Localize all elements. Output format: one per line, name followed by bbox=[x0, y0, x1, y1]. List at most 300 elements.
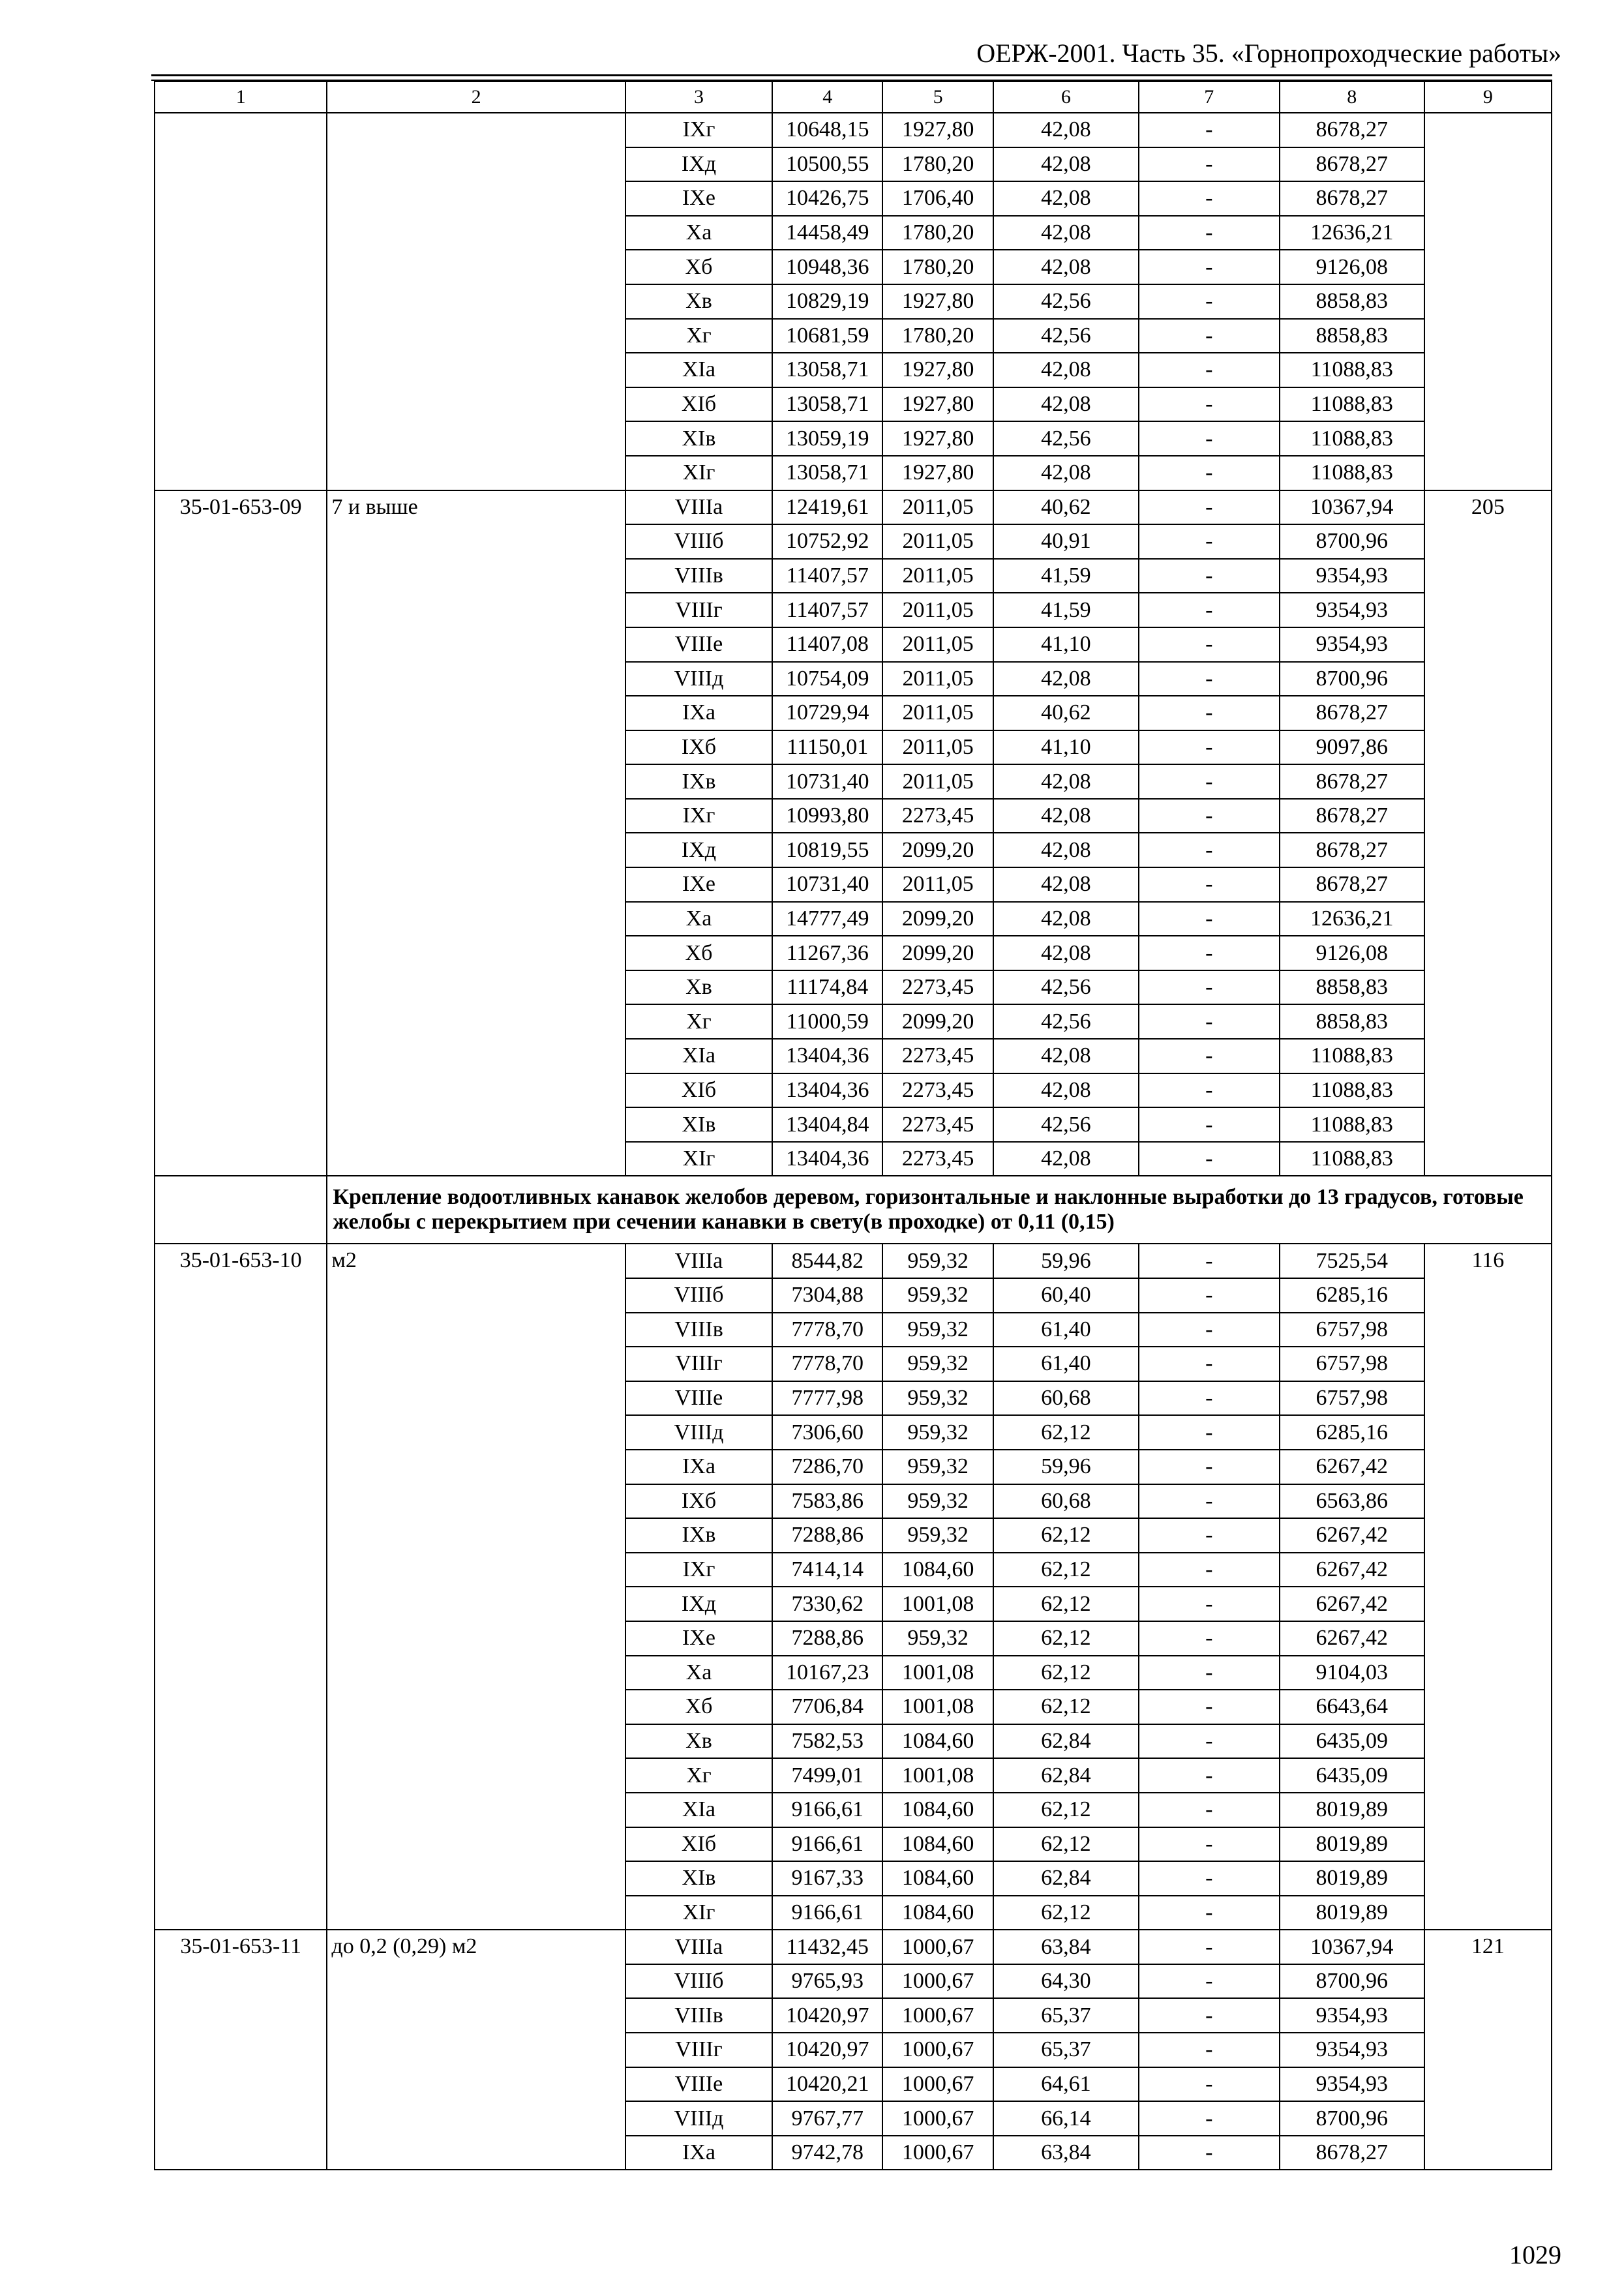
col6-cell: 42,08 bbox=[993, 833, 1139, 867]
col4-cell: 13058,71 bbox=[772, 387, 882, 422]
col8-cell: 6267,42 bbox=[1280, 1553, 1424, 1587]
col4-cell: 11407,57 bbox=[772, 593, 882, 627]
col7-cell: - bbox=[1139, 1656, 1280, 1690]
category-cell: XIб bbox=[625, 387, 772, 422]
category-cell: VIIIб bbox=[625, 524, 772, 559]
category-cell: IXб bbox=[625, 730, 772, 765]
col8-cell: 9104,03 bbox=[1280, 1656, 1424, 1690]
table-row bbox=[155, 1930, 1552, 1964]
col7-cell: - bbox=[1139, 456, 1280, 490]
col7-cell: - bbox=[1139, 1073, 1280, 1108]
rate-description: 7 и выше bbox=[327, 490, 625, 1176]
col8-cell: 6267,42 bbox=[1280, 1450, 1424, 1484]
column-number-cell: 9 bbox=[1424, 82, 1552, 113]
col7-cell: - bbox=[1139, 524, 1280, 559]
col6-cell: 63,84 bbox=[993, 1930, 1139, 1964]
col7-cell: - bbox=[1139, 2136, 1280, 2170]
col7-cell: - bbox=[1139, 490, 1280, 525]
column-number-cell: 8 bbox=[1280, 82, 1424, 113]
category-cell: IXг bbox=[625, 1553, 772, 1587]
col8-cell: 11088,83 bbox=[1280, 1142, 1424, 1176]
col5-cell: 959,32 bbox=[882, 1347, 993, 1381]
col8-cell: 8678,27 bbox=[1280, 113, 1424, 147]
col7-cell: - bbox=[1139, 1381, 1280, 1416]
col5-cell: 1000,67 bbox=[882, 1964, 993, 1999]
col4-cell: 10731,40 bbox=[772, 764, 882, 799]
col4-cell: 10819,55 bbox=[772, 833, 882, 867]
col5-cell: 2099,20 bbox=[882, 936, 993, 970]
col5-cell: 959,32 bbox=[882, 1518, 993, 1553]
column-number-cell: 4 bbox=[772, 82, 882, 113]
col5-cell: 2011,05 bbox=[882, 696, 993, 730]
category-cell: XIб bbox=[625, 1827, 772, 1862]
col4-cell: 7777,98 bbox=[772, 1381, 882, 1416]
col4-cell: 11150,01 bbox=[772, 730, 882, 765]
category-cell: VIIIа bbox=[625, 490, 772, 525]
col5-cell: 1927,80 bbox=[882, 456, 993, 490]
col8-cell: 8858,83 bbox=[1280, 284, 1424, 319]
col5-cell: 1084,60 bbox=[882, 1553, 993, 1587]
rate-code bbox=[155, 113, 327, 490]
col6-cell: 42,56 bbox=[993, 421, 1139, 456]
col7-cell: - bbox=[1139, 2033, 1280, 2067]
category-cell: Xб bbox=[625, 1690, 772, 1724]
col5-cell: 2273,45 bbox=[882, 799, 993, 833]
col6-cell: 42,08 bbox=[993, 456, 1139, 490]
col6-cell: 62,84 bbox=[993, 1724, 1139, 1759]
col7-cell: - bbox=[1139, 1107, 1280, 1142]
col4-cell: 7582,53 bbox=[772, 1724, 882, 1759]
col7-cell: - bbox=[1139, 902, 1280, 936]
col6-cell: 62,12 bbox=[993, 1587, 1139, 1621]
col4-cell: 10681,59 bbox=[772, 319, 882, 353]
category-cell: VIIIв bbox=[625, 1313, 772, 1347]
col4-cell: 11407,57 bbox=[772, 559, 882, 593]
col5-cell: 1000,67 bbox=[882, 2101, 993, 2136]
col4-cell: 7286,70 bbox=[772, 1450, 882, 1484]
col7-cell: - bbox=[1139, 1998, 1280, 2033]
col6-cell: 59,96 bbox=[993, 1450, 1139, 1484]
category-cell: Xг bbox=[625, 319, 772, 353]
col5-cell: 2011,05 bbox=[882, 867, 993, 902]
category-cell: VIIIг bbox=[625, 1347, 772, 1381]
col8-cell: 12636,21 bbox=[1280, 216, 1424, 250]
col6-cell: 59,96 bbox=[993, 1244, 1139, 1278]
category-cell: VIIIб bbox=[625, 1278, 772, 1313]
col7-cell: - bbox=[1139, 113, 1280, 147]
col8-cell: 11088,83 bbox=[1280, 1039, 1424, 1073]
col4-cell: 9167,33 bbox=[772, 1861, 882, 1896]
column-number-cell: 5 bbox=[882, 82, 993, 113]
col5-cell: 2099,20 bbox=[882, 833, 993, 867]
col4-cell: 10420,97 bbox=[772, 2033, 882, 2067]
col6-cell: 62,12 bbox=[993, 1656, 1139, 1690]
col6-cell: 41,10 bbox=[993, 627, 1139, 662]
rate-code: 35-01-653-09 bbox=[155, 490, 327, 1176]
col7-cell: - bbox=[1139, 1004, 1280, 1039]
col6-cell: 42,56 bbox=[993, 1004, 1139, 1039]
category-cell: XIа bbox=[625, 1793, 772, 1827]
col7-cell: - bbox=[1139, 764, 1280, 799]
col8-cell: 9354,93 bbox=[1280, 1998, 1424, 2033]
col6-cell: 42,08 bbox=[993, 250, 1139, 284]
col5-cell: 959,32 bbox=[882, 1313, 993, 1347]
category-cell: IXг bbox=[625, 799, 772, 833]
col6-cell: 42,08 bbox=[993, 936, 1139, 970]
col5-cell: 2011,05 bbox=[882, 593, 993, 627]
col6-cell: 61,40 bbox=[993, 1347, 1139, 1381]
category-cell: IXг bbox=[625, 113, 772, 147]
column-number-cell: 3 bbox=[625, 82, 772, 113]
col7-cell: - bbox=[1139, 1347, 1280, 1381]
category-cell: Xв bbox=[625, 1724, 772, 1759]
category-cell: IXе bbox=[625, 867, 772, 902]
col5-cell: 959,32 bbox=[882, 1484, 993, 1519]
col6-cell: 62,84 bbox=[993, 1758, 1139, 1793]
section-heading-row bbox=[155, 1176, 1552, 1244]
col4-cell: 10420,97 bbox=[772, 1998, 882, 2033]
col7-cell: - bbox=[1139, 1964, 1280, 1999]
col7-cell: - bbox=[1139, 593, 1280, 627]
col8-cell: 11088,83 bbox=[1280, 1073, 1424, 1108]
col8-cell: 8678,27 bbox=[1280, 867, 1424, 902]
category-cell: VIIIв bbox=[625, 559, 772, 593]
col6-cell: 60,68 bbox=[993, 1484, 1139, 1519]
col6-cell: 62,12 bbox=[993, 1621, 1139, 1656]
col6-cell: 42,08 bbox=[993, 387, 1139, 422]
col5-cell: 1084,60 bbox=[882, 1724, 993, 1759]
col9-value: 116 bbox=[1424, 1244, 1552, 1930]
col8-cell: 6285,16 bbox=[1280, 1278, 1424, 1313]
category-cell: IXа bbox=[625, 696, 772, 730]
rate-code: 35-01-653-11 bbox=[155, 1930, 327, 2170]
col8-cell: 6267,42 bbox=[1280, 1587, 1424, 1621]
col5-cell: 1084,60 bbox=[882, 1896, 993, 1930]
col8-cell: 11088,83 bbox=[1280, 421, 1424, 456]
rate-code: 35-01-653-10 bbox=[155, 1244, 327, 1930]
col4-cell: 11000,59 bbox=[772, 1004, 882, 1039]
col7-cell: - bbox=[1139, 250, 1280, 284]
col6-cell: 42,56 bbox=[993, 284, 1139, 319]
col4-cell: 11174,84 bbox=[772, 970, 882, 1005]
col6-cell: 66,14 bbox=[993, 2101, 1139, 2136]
col6-cell: 42,56 bbox=[993, 1107, 1139, 1142]
col8-cell: 7525,54 bbox=[1280, 1244, 1424, 1278]
col8-cell: 10367,94 bbox=[1280, 490, 1424, 525]
category-cell: VIIIе bbox=[625, 1381, 772, 1416]
col4-cell: 10993,80 bbox=[772, 799, 882, 833]
col5-cell: 1000,67 bbox=[882, 2033, 993, 2067]
category-cell: IXе bbox=[625, 181, 772, 216]
col6-cell: 41,59 bbox=[993, 559, 1139, 593]
col5-cell: 2273,45 bbox=[882, 1039, 993, 1073]
col8-cell: 10367,94 bbox=[1280, 1930, 1424, 1964]
col5-cell: 1000,67 bbox=[882, 2136, 993, 2170]
col4-cell: 10426,75 bbox=[772, 181, 882, 216]
col8-cell: 8700,96 bbox=[1280, 662, 1424, 696]
col4-cell: 7778,70 bbox=[772, 1313, 882, 1347]
rates-table bbox=[154, 81, 1552, 2170]
col6-cell: 42,08 bbox=[993, 216, 1139, 250]
col5-cell: 2099,20 bbox=[882, 1004, 993, 1039]
col7-cell: - bbox=[1139, 2067, 1280, 2102]
category-cell: VIIIа bbox=[625, 1930, 772, 1964]
col6-cell: 42,08 bbox=[993, 147, 1139, 182]
col6-cell: 41,10 bbox=[993, 730, 1139, 765]
category-cell: VIIIб bbox=[625, 1964, 772, 1999]
category-cell: XIг bbox=[625, 1896, 772, 1930]
category-cell: IXа bbox=[625, 2136, 772, 2170]
col5-cell: 1001,08 bbox=[882, 1690, 993, 1724]
col5-cell: 1927,80 bbox=[882, 284, 993, 319]
category-cell: VIIIг bbox=[625, 2033, 772, 2067]
col6-cell: 61,40 bbox=[993, 1313, 1139, 1347]
col7-cell: - bbox=[1139, 696, 1280, 730]
col6-cell: 60,40 bbox=[993, 1278, 1139, 1313]
document-header-title: ОЕРЖ-2001. Часть 35. «Горнопроходческие работы» bbox=[976, 38, 1561, 68]
col5-cell: 959,32 bbox=[882, 1381, 993, 1416]
category-cell: XIг bbox=[625, 1142, 772, 1176]
col7-cell: - bbox=[1139, 319, 1280, 353]
category-cell: VIIIа bbox=[625, 1244, 772, 1278]
col7-cell: - bbox=[1139, 1724, 1280, 1759]
col6-cell: 64,61 bbox=[993, 2067, 1139, 2102]
col7-cell: - bbox=[1139, 1690, 1280, 1724]
col7-cell: - bbox=[1139, 799, 1280, 833]
category-cell: VIIIд bbox=[625, 2101, 772, 2136]
col7-cell: - bbox=[1139, 353, 1280, 387]
col6-cell: 62,84 bbox=[993, 1861, 1139, 1896]
col4-cell: 10648,15 bbox=[772, 113, 882, 147]
col4-cell: 13059,19 bbox=[772, 421, 882, 456]
category-cell: Xб bbox=[625, 936, 772, 970]
col7-cell: - bbox=[1139, 1758, 1280, 1793]
category-cell: IXв bbox=[625, 1518, 772, 1553]
col8-cell: 9126,08 bbox=[1280, 936, 1424, 970]
col5-cell: 1001,08 bbox=[882, 1587, 993, 1621]
rate-description: м2 bbox=[327, 1244, 625, 1930]
category-cell: XIв bbox=[625, 421, 772, 456]
col5-cell: 2099,20 bbox=[882, 902, 993, 936]
col8-cell: 6563,86 bbox=[1280, 1484, 1424, 1519]
table-row bbox=[155, 490, 1552, 525]
header-rule-thick bbox=[151, 74, 1552, 76]
col8-cell: 6435,09 bbox=[1280, 1758, 1424, 1793]
category-cell: Xа bbox=[625, 902, 772, 936]
col6-cell: 42,08 bbox=[993, 113, 1139, 147]
col9-value bbox=[1424, 113, 1552, 490]
col4-cell: 7778,70 bbox=[772, 1347, 882, 1381]
col6-cell: 42,08 bbox=[993, 1039, 1139, 1073]
col7-cell: - bbox=[1139, 627, 1280, 662]
page-number: 1029 bbox=[1509, 2240, 1561, 2269]
col8-cell: 8678,27 bbox=[1280, 799, 1424, 833]
category-cell: Xг bbox=[625, 1004, 772, 1039]
col8-cell: 8019,89 bbox=[1280, 1793, 1424, 1827]
col5-cell: 2011,05 bbox=[882, 764, 993, 799]
category-cell: XIв bbox=[625, 1107, 772, 1142]
col8-cell: 11088,83 bbox=[1280, 387, 1424, 422]
col4-cell: 10731,40 bbox=[772, 867, 882, 902]
category-cell: VIIIд bbox=[625, 662, 772, 696]
col4-cell: 7288,86 bbox=[772, 1518, 882, 1553]
col8-cell: 8678,27 bbox=[1280, 833, 1424, 867]
category-cell: IXд bbox=[625, 1587, 772, 1621]
col8-cell: 6285,16 bbox=[1280, 1415, 1424, 1450]
col4-cell: 7706,84 bbox=[772, 1690, 882, 1724]
col8-cell: 9097,86 bbox=[1280, 730, 1424, 765]
category-cell: Xб bbox=[625, 250, 772, 284]
col4-cell: 13058,71 bbox=[772, 353, 882, 387]
col6-cell: 42,56 bbox=[993, 970, 1139, 1005]
category-cell: VIIIв bbox=[625, 1998, 772, 2033]
col7-cell: - bbox=[1139, 559, 1280, 593]
col6-cell: 62,12 bbox=[993, 1793, 1139, 1827]
col8-cell: 8700,96 bbox=[1280, 1964, 1424, 1999]
col8-cell: 6757,98 bbox=[1280, 1381, 1424, 1416]
col8-cell: 8678,27 bbox=[1280, 696, 1424, 730]
category-cell: IXв bbox=[625, 764, 772, 799]
col7-cell: - bbox=[1139, 147, 1280, 182]
col7-cell: - bbox=[1139, 1278, 1280, 1313]
column-number-cell: 7 bbox=[1139, 82, 1280, 113]
col7-cell: - bbox=[1139, 1861, 1280, 1896]
col5-cell: 1084,60 bbox=[882, 1827, 993, 1862]
col5-cell: 1000,67 bbox=[882, 1930, 993, 1964]
col5-cell: 959,32 bbox=[882, 1244, 993, 1278]
col6-cell: 65,37 bbox=[993, 1998, 1139, 2033]
col6-cell: 42,56 bbox=[993, 319, 1139, 353]
col7-cell: - bbox=[1139, 284, 1280, 319]
col5-cell: 1780,20 bbox=[882, 250, 993, 284]
col5-cell: 2273,45 bbox=[882, 1142, 993, 1176]
col4-cell: 13404,36 bbox=[772, 1142, 882, 1176]
col8-cell: 6435,09 bbox=[1280, 1724, 1424, 1759]
col8-cell: 9354,93 bbox=[1280, 2033, 1424, 2067]
col7-cell: - bbox=[1139, 216, 1280, 250]
col8-cell: 8700,96 bbox=[1280, 2101, 1424, 2136]
col4-cell: 7288,86 bbox=[772, 1621, 882, 1656]
col4-cell: 9767,77 bbox=[772, 2101, 882, 2136]
category-cell: XIв bbox=[625, 1861, 772, 1896]
col4-cell: 10729,94 bbox=[772, 696, 882, 730]
column-number-row bbox=[155, 82, 1552, 113]
column-number-cell: 1 bbox=[155, 82, 327, 113]
col4-cell: 9166,61 bbox=[772, 1896, 882, 1930]
col7-cell: - bbox=[1139, 1484, 1280, 1519]
col7-cell: - bbox=[1139, 662, 1280, 696]
category-cell: VIIIе bbox=[625, 2067, 772, 2102]
col5-cell: 1927,80 bbox=[882, 387, 993, 422]
col7-cell: - bbox=[1139, 1518, 1280, 1553]
col6-cell: 42,08 bbox=[993, 1142, 1139, 1176]
rate-description bbox=[327, 113, 625, 490]
col5-cell: 2273,45 bbox=[882, 1107, 993, 1142]
col5-cell: 1780,20 bbox=[882, 216, 993, 250]
col5-cell: 1001,08 bbox=[882, 1758, 993, 1793]
category-cell: IXд bbox=[625, 833, 772, 867]
col4-cell: 13058,71 bbox=[772, 456, 882, 490]
col7-cell: - bbox=[1139, 1450, 1280, 1484]
col8-cell: 11088,83 bbox=[1280, 456, 1424, 490]
col7-cell: - bbox=[1139, 1313, 1280, 1347]
col5-cell: 2011,05 bbox=[882, 662, 993, 696]
col8-cell: 9354,93 bbox=[1280, 2067, 1424, 2102]
col8-cell: 8678,27 bbox=[1280, 764, 1424, 799]
col5-cell: 2273,45 bbox=[882, 970, 993, 1005]
col4-cell: 7330,62 bbox=[772, 1587, 882, 1621]
col5-cell: 1000,67 bbox=[882, 2067, 993, 2102]
col8-cell: 8858,83 bbox=[1280, 319, 1424, 353]
col4-cell: 7499,01 bbox=[772, 1758, 882, 1793]
col7-cell: - bbox=[1139, 421, 1280, 456]
col7-cell: - bbox=[1139, 833, 1280, 867]
category-cell: IXе bbox=[625, 1621, 772, 1656]
category-cell: VIIIд bbox=[625, 1415, 772, 1450]
col6-cell: 63,84 bbox=[993, 2136, 1139, 2170]
col5-cell: 959,32 bbox=[882, 1450, 993, 1484]
col4-cell: 13404,36 bbox=[772, 1073, 882, 1108]
col5-cell: 1000,67 bbox=[882, 1998, 993, 2033]
col8-cell: 8019,89 bbox=[1280, 1896, 1424, 1930]
col4-cell: 10167,23 bbox=[772, 1656, 882, 1690]
table-row bbox=[155, 1244, 1552, 1278]
col8-cell: 6267,42 bbox=[1280, 1621, 1424, 1656]
col7-cell: - bbox=[1139, 1415, 1280, 1450]
col6-cell: 40,62 bbox=[993, 490, 1139, 525]
col4-cell: 10752,92 bbox=[772, 524, 882, 559]
category-cell: IXб bbox=[625, 1484, 772, 1519]
col6-cell: 42,08 bbox=[993, 662, 1139, 696]
col8-cell: 11088,83 bbox=[1280, 1107, 1424, 1142]
col4-cell: 11407,08 bbox=[772, 627, 882, 662]
col5-cell: 1084,60 bbox=[882, 1861, 993, 1896]
col6-cell: 62,12 bbox=[993, 1690, 1139, 1724]
col7-cell: - bbox=[1139, 970, 1280, 1005]
col7-cell: - bbox=[1139, 2101, 1280, 2136]
col5-cell: 2011,05 bbox=[882, 730, 993, 765]
col6-cell: 65,37 bbox=[993, 2033, 1139, 2067]
col6-cell: 42,08 bbox=[993, 799, 1139, 833]
col4-cell: 9166,61 bbox=[772, 1827, 882, 1862]
category-cell: VIIIг bbox=[625, 593, 772, 627]
col4-cell: 10754,09 bbox=[772, 662, 882, 696]
col4-cell: 7306,60 bbox=[772, 1415, 882, 1450]
col7-cell: - bbox=[1139, 1621, 1280, 1656]
col6-cell: 62,12 bbox=[993, 1415, 1139, 1450]
column-number-cell: 2 bbox=[327, 82, 625, 113]
col4-cell: 10420,21 bbox=[772, 2067, 882, 2102]
col7-cell: - bbox=[1139, 1587, 1280, 1621]
col6-cell: 62,12 bbox=[993, 1518, 1139, 1553]
col5-cell: 1927,80 bbox=[882, 113, 993, 147]
category-cell: Xа bbox=[625, 216, 772, 250]
col8-cell: 12636,21 bbox=[1280, 902, 1424, 936]
category-cell: Xв bbox=[625, 970, 772, 1005]
category-cell: Xа bbox=[625, 1656, 772, 1690]
col5-cell: 2273,45 bbox=[882, 1073, 993, 1108]
col4-cell: 9742,78 bbox=[772, 2136, 882, 2170]
col8-cell: 9354,93 bbox=[1280, 593, 1424, 627]
col8-cell: 8678,27 bbox=[1280, 147, 1424, 182]
col5-cell: 2011,05 bbox=[882, 559, 993, 593]
category-cell: VIIIе bbox=[625, 627, 772, 662]
col7-cell: - bbox=[1139, 387, 1280, 422]
category-cell: XIа bbox=[625, 353, 772, 387]
col5-cell: 1927,80 bbox=[882, 421, 993, 456]
col5-cell: 2011,05 bbox=[882, 627, 993, 662]
col8-cell: 8678,27 bbox=[1280, 2136, 1424, 2170]
